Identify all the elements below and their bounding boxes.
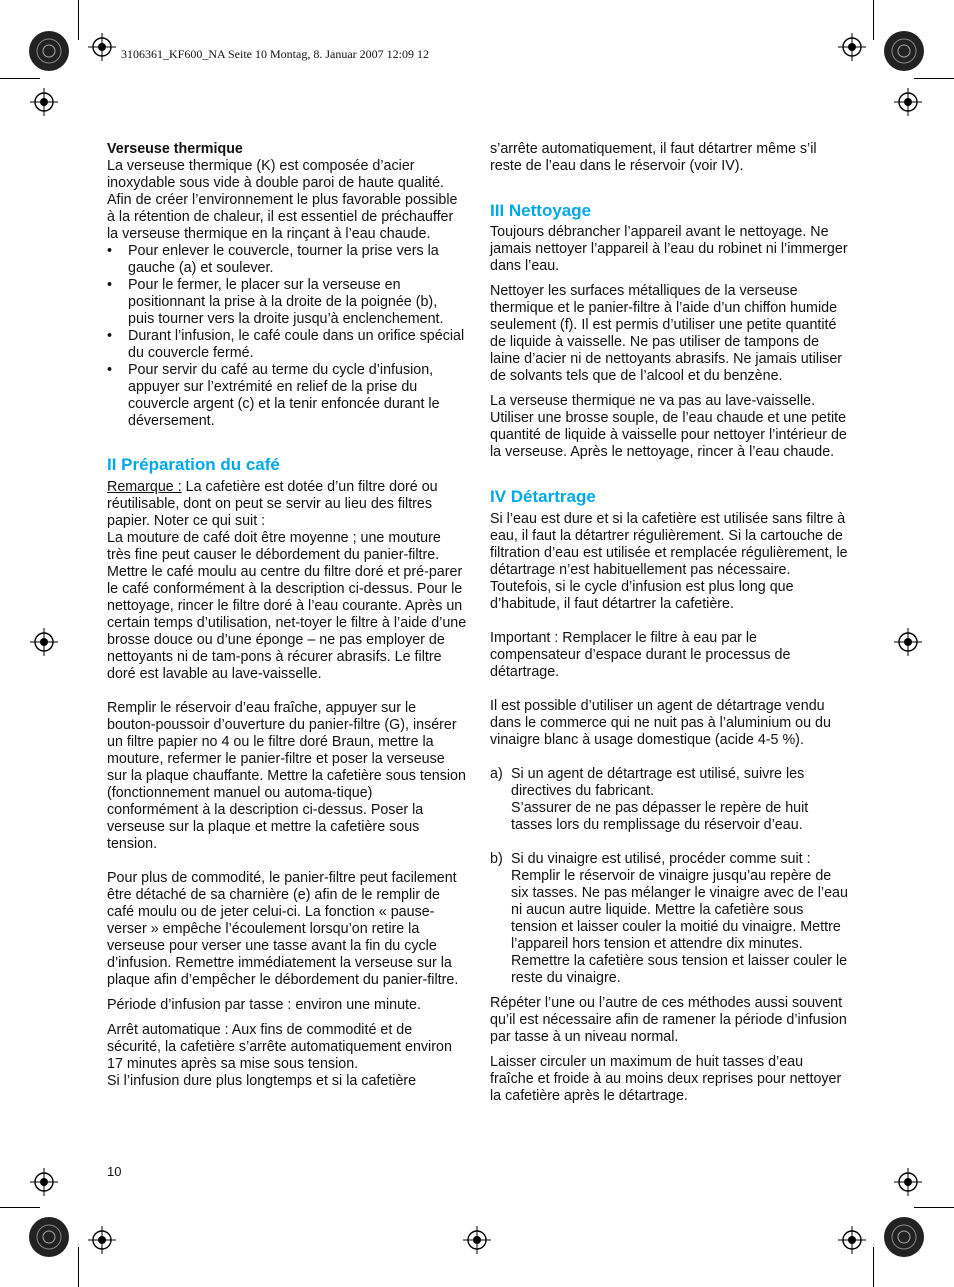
crosshair-icon bbox=[30, 88, 58, 116]
crop-line bbox=[78, 0, 79, 40]
bullet-icon: • bbox=[107, 328, 113, 344]
thermos-bullet-list bbox=[107, 243, 467, 430]
section-heading-cleaning: III Nettoyage bbox=[490, 201, 592, 220]
crop-line bbox=[0, 78, 40, 79]
cleaning-paragraph-3: La verseuse thermique ne va pas au lave-vaisselle. Utiliser une brosse souple, de l’eau chaude et une petite quantité de liquide à vaisselle pour nettoyer l’intérieur de la verseuse. Après le nettoyage, rincer à l’eau chaude. bbox=[490, 393, 847, 460]
item-b-text-1: Si du vinaigre est utilisé, procéder comme suit : bbox=[511, 851, 811, 867]
bullet-icon: • bbox=[107, 277, 113, 293]
crop-line bbox=[873, 0, 874, 40]
bullet-icon: • bbox=[107, 362, 113, 378]
starburst-icon bbox=[28, 30, 70, 72]
list-item: • Durant l’infusion, le café coule dans un orifice spécial du couvercle fermé. bbox=[107, 328, 465, 361]
starburst-icon bbox=[883, 1216, 925, 1258]
crosshair-icon bbox=[838, 33, 866, 61]
crosshair-icon bbox=[30, 628, 58, 656]
flush-paragraph: Laisser circuler un maximum de huit tasses d’eau fraîche et froide à au moins deux reprises pour nettoyer la cafetière après le détartrage. bbox=[490, 1054, 842, 1104]
fill-paragraph: Remplir le réservoir d’eau fraîche, appuyer sur le bouton-poussoir d’ouverture du panier-filtre (G), insérer un filtre papier no 4 ou le filtre doré Braun, mettre la mouture, refermer le panier-filtre et poser la verseuse sur la plaque chauffante. Mettre la cafetière sous tension (fonctionnement manuel ou automa-tique) conformément à la description ci-dessus. Poser la verseuse sur la plaque et mettre la cafetière sous tension. bbox=[107, 700, 466, 852]
starburst-icon bbox=[883, 30, 925, 72]
infusion-long-paragraph: Si l’infusion dure plus longtemps et si la cafetière bbox=[107, 1073, 417, 1089]
crop-line bbox=[914, 78, 954, 79]
crosshair-icon bbox=[894, 628, 922, 656]
convenience-paragraph: Pour plus de commodité, le panier-filtre peut facilement être détaché de sa charnière (e) afin de le remplir de café moulu ou de jeter celui-ci. La fonction « pause-verser » empêche l’écoulement lorsqu’on retire la verseuse pour verser une tasse avant la fin du cycle d’infusion. Remettre immédiatement la verseuse sur la plaque afin d’empêcher le débordement du panier-filtre. bbox=[107, 870, 459, 988]
thermos-heading: Verseuse thermique bbox=[107, 141, 243, 157]
bullet-icon: • bbox=[107, 243, 113, 259]
important-paragraph: Important : Remplacer le filtre à eau par le compensateur d’espace durant le processus de détartrage. bbox=[490, 630, 791, 680]
descaling-paragraph-1: Si l’eau est dure et si la cafetière est utilisée sans filtre à eau, il faut la détartrer régulièrement. Si la cartouche de filtration d’eau est utilisée et remplacée régulièrement, le détartrage n’est habituellement pas nécessaire. Toutefois, si le cycle d’infusion est plus long que d’habitude, il faut détartrer la cafetière. bbox=[490, 511, 848, 612]
remark-label: Remarque : bbox=[107, 479, 182, 495]
list-item-b bbox=[490, 851, 850, 987]
list-item: • Pour enlever le couvercle, tourner la prise vers la gauche (a) et soulever. bbox=[107, 243, 439, 276]
auto-stop-paragraph: Arrêt automatique : Aux fins de commodité et de sécurité, la cafetière s’arrête automatiquement environ 17 minutes après sa mise sous tension. bbox=[107, 1022, 452, 1072]
crop-line bbox=[78, 1247, 79, 1287]
crosshair-icon bbox=[88, 1226, 116, 1254]
list-item-a bbox=[490, 766, 850, 834]
crosshair-icon bbox=[894, 1168, 922, 1196]
item-a-text-1: Si un agent de détartrage est utilisé, suivre les directives du fabricant. bbox=[511, 766, 805, 799]
period-paragraph: Période d’infusion par tasse : environ une minute. bbox=[107, 997, 421, 1013]
right-column bbox=[490, 141, 850, 1105]
list-item: • Pour servir du café au terme du cycle d’infusion, appuyer sur l’extrémité en relief de la prise du couvercle argent (c) et la tenir enfoncée durant le déversement. bbox=[107, 362, 440, 429]
agent-paragraph: Il est possible d’utiliser un agent de détartrage vendu dans le commerce qui ne nuit pas à l’aluminium ou du vinaigre blanc à usage domestique (acide 4-5 %). bbox=[490, 698, 831, 748]
item-b-text-2: Remplir le réservoir de vinaigre jusqu’au repère de six tasses. Ne pas mélanger le vinaigre avec de l’eau ni aucun autre liquide. Mettre la cafetière sous tension et laisser couler la moitié du vinaigre. Mettre l’appareil hors tension et attendre dix minutes. Remettre la cafetière sous tension et laisser couler le reste du vinaigre. bbox=[511, 868, 848, 986]
cleaning-paragraph-2: Nettoyer les surfaces métalliques de la verseuse thermique et le panier-filtre à l’aide d’un chiffon humide seulement (f). Il est permis d’utiliser une petite quantité de liquide à vaisselle. Ne pas utiliser de tampons de laine d’acier ni de nettoyants abrasifs. Ne jamais utiliser de solvants tels que de l’alcool et du benzène. bbox=[490, 283, 843, 384]
crosshair-icon bbox=[88, 33, 116, 61]
list-marker-a: a) bbox=[490, 766, 503, 782]
page-number: 10 bbox=[107, 1164, 122, 1179]
section-heading-preparation: II Préparation du café bbox=[107, 455, 280, 474]
crop-line bbox=[0, 1207, 40, 1208]
section-heading-descaling: IV Détartrage bbox=[490, 487, 596, 506]
thermos-intro: La verseuse thermique (K) est composée d’acier inoxydable sous vide à double paroi de haute qualité. Afin de créer l’environnement le plus favorable possible à la rétention de chaleur, il est essentiel de préchauffer la verseuse thermique en la rinçant à l’eau chaude. bbox=[107, 158, 458, 242]
print-header: 3106361_KF600_NA Seite 10 Montag, 8. Januar 2007 12:09 12 bbox=[121, 47, 429, 61]
crosshair-icon bbox=[30, 1168, 58, 1196]
crosshair-icon bbox=[894, 88, 922, 116]
grind-paragraph: La mouture de café doit être moyenne ; une mouture très fine peut causer le débordement du panier-filtre. Mettre le café moulu au centre du filtre doré et pré-parer le café conformément à la description ci-dessus. Pour le nettoyage, rincer le filtre doré à l’eau courante. Après un certain temps d’utilisation, net-toyer le filtre à l’aide d’une brosse douce ou d’une éponge – ne pas employer de nettoyants ni de tam-pons à récurer abrasifs. Le filtre doré est lavable au lave-vaisselle. bbox=[107, 530, 467, 682]
starburst-icon bbox=[28, 1216, 70, 1258]
crop-line bbox=[873, 1247, 874, 1287]
repeat-paragraph: Répéter l’une ou l’autre de ces méthodes aussi souvent qu’il est nécessaire afin de ramener la période d’infusion par tasse à un niveau normal. bbox=[490, 995, 847, 1045]
crosshair-icon bbox=[463, 1226, 491, 1254]
cleaning-paragraph-1: Toujours débrancher l’appareil avant le nettoyage. Ne jamais nettoyer l’appareil à l’eau du robinet ni l’immerger dans l’eau. bbox=[490, 224, 848, 274]
crosshair-icon bbox=[838, 1226, 866, 1254]
continuation-paragraph: s’arrête automatiquement, il faut détartrer même s’il reste de l’eau dans le réservoir (voir IV). bbox=[490, 141, 817, 174]
list-item: • Pour le fermer, le placer sur la verseuse en positionnant la prise à la droite de la poignée (b), puis tourner vers la droite jusqu’à enclenchement. bbox=[107, 277, 444, 327]
left-column bbox=[107, 141, 467, 1090]
remark-paragraph: Remarque : La cafetière est dotée d’un filtre doré ou réutilisable, dont on peut se servir au lieu des filtres papier. Noter ce qui suit : bbox=[107, 479, 438, 529]
crop-line bbox=[914, 1207, 954, 1208]
item-a-text-2: S’assurer de ne pas dépasser le repère de huit tasses lors du remplissage du réservoir d’eau. bbox=[511, 800, 809, 833]
list-marker-b: b) bbox=[490, 851, 503, 867]
